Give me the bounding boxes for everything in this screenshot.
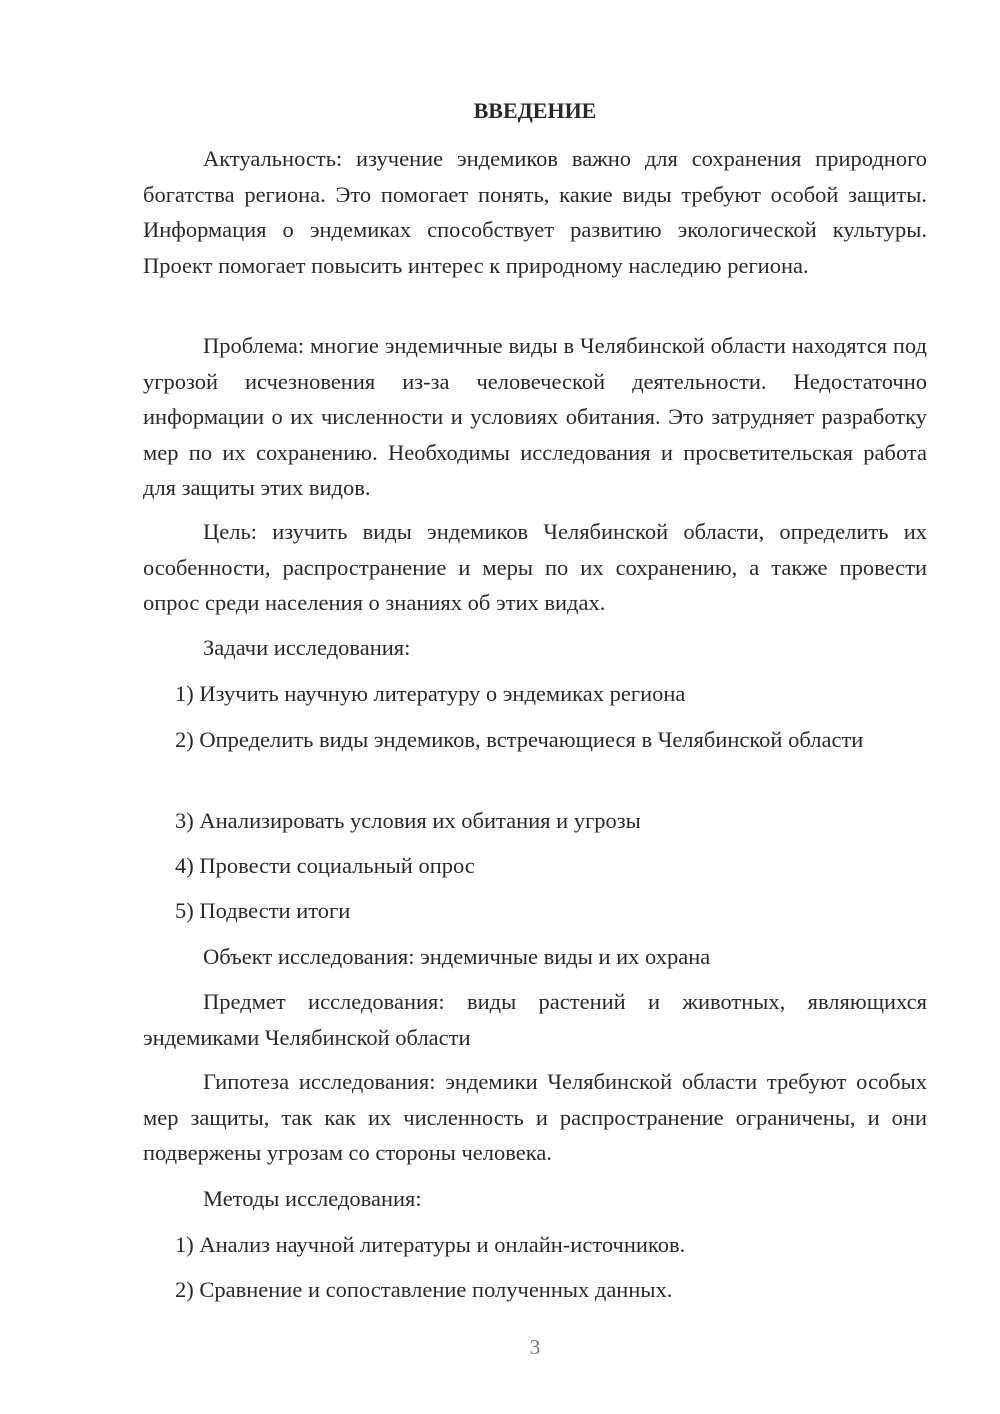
hypothesis-paragraph: Гипотеза исследования: эндемики Челябинской области требуют особых мер защиты, так как их численность и распространение ограничены, и они подвержены угрозам со стороны человека. xyxy=(143,1069,927,1165)
relevance-paragraph: Актуальность: изучение эндемиков важно для сохранения природного богатства региона. Это помогает понять, какие виды требуют особой защиты. Информация о эндемиках способствует развитию экологической культуры. Проект помогает повысить интерес к природному наследию региона. xyxy=(143,146,927,278)
methods-title: Методы исследования: xyxy=(203,1186,422,1211)
task-item-3: 3) Анализировать условия их обитания и угрозы xyxy=(175,808,641,833)
object-paragraph: Объект исследования: эндемичные виды и их охрана xyxy=(203,944,711,969)
task-item-2: 2) Определить виды эндемиков, встречающиеся в Челябинской области xyxy=(175,727,864,752)
task-item-1: 1) Изучить научную литературу о эндемиках региона xyxy=(175,681,686,706)
problem-paragraph: Проблема: многие эндемичные виды в Челябинской области находятся под угрозой исчезновения из-за человеческой деятельности. Недостаточно информации о их численности и условиях обитания. Это затрудняет разработку мер по их сохранению. Необходимы исследования и просветительская работа для защиты этих видов. xyxy=(143,333,927,500)
task-item-4: 4) Провести социальный опрос xyxy=(175,853,475,878)
goal-paragraph: Цель: изучить виды эндемиков Челябинской области, определить их особенности, распространение и меры по их сохранению, а также провести опрос среди населения о знаниях об этих видах. xyxy=(143,519,927,615)
page-title: ВВЕДЕНИЕ xyxy=(473,98,597,123)
method-item-1: 1) Анализ научной литературы и онлайн-источников. xyxy=(175,1232,686,1257)
task-item-5: 5) Подвести итоги xyxy=(175,898,351,923)
page-number: 3 xyxy=(529,1335,541,1359)
method-item-2: 2) Сравнение и сопоставление полученных данных. xyxy=(175,1277,673,1302)
tasks-title: Задачи исследования: xyxy=(203,635,411,660)
subject-paragraph: Предмет исследования: виды растений и животных, являющихся эндемиками Челябинской области xyxy=(143,989,927,1050)
